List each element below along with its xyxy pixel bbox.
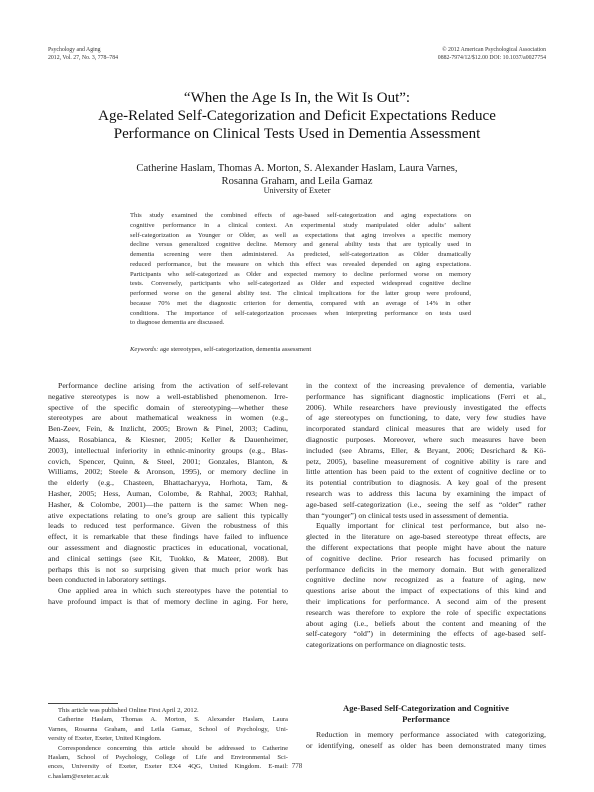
body-line: their implications for performance. A second aim of the present (306, 596, 546, 606)
body-line: perhaps this is not so surprising given that much prior work has (48, 564, 288, 574)
abstract-line: conditions. The importance of self-categorization processes when interpreting performance on tests used (130, 309, 471, 317)
body-line: stereotypes are about mathematical weakness in women (e.g., (48, 413, 288, 423)
body-line: Reduction in memory performance associated with categorizing, (316, 730, 546, 739)
body-line: been conducted in laboratory settings. (48, 575, 167, 585)
body-line: incorporated standard clinical measures that are widely used for (306, 424, 546, 434)
body-line: little attention has been paid to the extent of cognitive decline or to (306, 467, 546, 477)
body-line: negative stereotypes is now a well-established phenomenon. Irre- (48, 391, 288, 401)
body-line: age-based self-categorization (i.e., seeing the self as “older” rather (306, 499, 546, 509)
section-heading-line: Performance (402, 714, 450, 724)
body-line: or identifying, oneself as older has been demonstrated many times (306, 740, 546, 750)
body-line: research was therefore to explore the role of specific expectations (306, 607, 546, 617)
body-line: of cognitive decline. Prior research has focused primarily on (306, 553, 546, 563)
abstract-line: because 70% met the diagnostic criterion for dementia, compared with an average of 14% in other (130, 299, 471, 307)
footnote-divider (48, 703, 118, 704)
body-line: 2003), intellectual inferiority in ethnic-minority groups (e.g., Blas- (48, 445, 288, 455)
abstract (130, 211, 471, 328)
body-line: have profound impact is that of memory decline in aging. For here, (48, 596, 288, 606)
body-line: categorizations on performance on diagnostic tests. (306, 640, 466, 650)
footnote-line: Catherine Haslam, Thomas A. Morton, S. Alexander Haslam, Laura (58, 716, 288, 724)
body-column-left (48, 381, 288, 608)
section-body (306, 730, 546, 752)
body-line: questions arise about the impact of expectations of this kind and (306, 586, 546, 596)
abstract-line: dementia screening were then administered. As predicted, self-categorization as Older dramatically (130, 251, 471, 258)
body-line: Maass, Rosabianca, & Kiesner, 2005; Keller & Dauenheimer, (48, 434, 288, 444)
journal-volume: 2012, Vol. 27, No. 3, 778–784 (48, 54, 118, 61)
body-line: Performance decline arising from the activation of self-relevant (58, 381, 288, 390)
footnote-line: versity of Exeter, Exeter, United Kingdom. (48, 735, 162, 743)
body-line: One applied area in which such stereotypes have the potential to (58, 586, 288, 596)
body-line: research was to address this lacuna by examining the impact of (306, 488, 546, 498)
abstract-line: reduced performance, but the measure on which this effect was revealed depended on aging expectations. (130, 260, 471, 268)
body-line: included (see Abrams, Eller, & Bryant, 2006; Desrichard & Kö- (306, 445, 546, 455)
author-line: Catherine Haslam, Thomas A. Morton, S. Alexander Haslam, Laura Varnes, (136, 163, 458, 174)
abstract-line: tests. Conversely, participants who self-categorized as Older and expected widespread cognitive decline (130, 280, 471, 288)
journal-header-left (48, 47, 118, 62)
body-line: ative expectations relating to one’s group are salient this typically (48, 510, 288, 520)
body-line: the different expectations that people might have about the nature (306, 542, 546, 552)
section-heading (306, 703, 546, 725)
body-line: than “younger”) on clinical tests used in assessment of dementia. (306, 510, 509, 520)
body-line: our assessment and diagnostic practices in educational, vocational, (48, 542, 288, 552)
title-line: “When the Age Is In, the Wit Is Out”: (183, 90, 411, 106)
footnote-line: ences, University of Exeter, Exeter EX4 4QG, United Kingdom. E-mail: (48, 763, 288, 771)
abstract-line: decline versus generalized cognitive decline. Memory and general ability tests that are typically used in (130, 241, 471, 249)
body-line: the elderly (e.g., Chasteen, Bhattacharyya, Horhota, Tam, & (48, 478, 288, 488)
abstract-line: This study examined the combined effects of age-based self-categorization and aging expectations on (130, 212, 471, 219)
body-line: about aging (i.e., beliefs about the content and meaning of the (306, 618, 546, 628)
body-line: in the context of the increasing prevalence of dementia, variable (306, 381, 546, 390)
body-line: performance deficits in the memory domain. But with generalized (306, 564, 546, 574)
body-line: Hasher, 2005; Hess, Auman, Colombe, & Rahhal, 2003; Rahhal, (48, 488, 288, 498)
doi-line: 0882-7974/12/$12.00 DOI: 10.1037/a0027754 (437, 54, 546, 61)
body-line: cognitive decline now recognized as a feature of aging, new (306, 575, 546, 585)
abstract-line: performed worse on the general ability test. The clinical implications for the latter group were profound, (130, 290, 471, 297)
footnote-line: This article was published Online First April 2, 2012. (58, 707, 199, 714)
body-line: leads to reduced test performance. Given the robustness of this (48, 521, 288, 531)
body-line: Equally important for clinical test performance, but also ne- (316, 521, 546, 531)
author-line: Rosanna Graham, and Leila Gamaz (221, 175, 373, 187)
copyright-line: © 2012 American Psychological Association (442, 47, 546, 53)
abstract-line: cognitive performance in a clinical context. An experimental study manipulated older adults’ salient (130, 221, 471, 229)
body-line: glected in the literature on age-based stereotype threat effects, are (306, 532, 546, 542)
abstract-line: to diagnose dementia are discussed. (130, 319, 225, 327)
body-line: covich, Spencer, Quinn, & Steel, 2001; Gonzales, Blanton, & (48, 456, 288, 466)
journal-name: Psychology and Aging (48, 47, 101, 53)
body-line: effect, it is remarkable that these findings have failed to influence (48, 532, 288, 542)
keywords (130, 345, 471, 354)
body-line: Williams, 2002; Steele & Aronson, 1995), or memory decline in (48, 467, 288, 477)
footnote-line: Varnes, Rosanna Graham, and Leila Gamaz, School of Psychology, Uni- (48, 725, 288, 733)
footnote-line: Haslam, School of Psychology, College of Life and Environmental Sci- (48, 753, 288, 761)
body-line: petz, 2005), baseline measurement of cognitive ability is rare and (306, 456, 546, 466)
abstract-line: Participants who self-categorized as Older and expected memory to decline performed worse on memory (130, 270, 471, 278)
title-line: Performance on Clinical Tests Used in Dementia Assessment (113, 126, 481, 142)
body-line: Ben-Zeev, Fein, & Inzlicht, 2005; Brown & Pinel, 2003; Cadinu, (48, 424, 288, 434)
body-line: of age stereotypes on functioning, to date, very few studies have (306, 413, 546, 423)
body-line: diagnostic purposes. Moreover, where such measures have been (306, 434, 546, 444)
footnote-line: Correspondence concerning this article should be addressed to Catherine (58, 744, 288, 752)
body-line: its potential contribution to diagnosis. A key goal of the present (306, 478, 546, 488)
journal-header-right (438, 47, 546, 62)
keywords-label: Keywords: (130, 346, 159, 353)
body-line: spective of the specific domain of stereotyping—whether these (48, 402, 288, 412)
page-number: 778 (291, 762, 303, 770)
section-heading-line: Age-Based Self-Categorization and Cognitive (343, 703, 509, 713)
affiliation: University of Exeter (263, 186, 331, 195)
body-line: performance has significant diagnostic implications (Ferri et al., (306, 391, 546, 401)
footnote-line: c.haslam@exeter.ac.uk (48, 772, 109, 780)
body-line: 2006). While researchers have previously investigated the effects (306, 402, 546, 412)
title-line: Age-Related Self-Categorization and Deficit Expectations Reduce (98, 108, 496, 124)
body-line: and clinical settings (see Kit, Tuokko, & Mateer, 2008). But (48, 553, 288, 563)
body-line: self-category “old”) in determining the effects of age-based self- (306, 629, 546, 639)
body-column-right (306, 381, 546, 651)
keywords-text: age stereotypes, self-categorization, dementia assessment (159, 346, 312, 353)
body-line: Hasher, & Colombe, 2001)—the pattern is the same: When neg- (48, 499, 288, 509)
abstract-line: self-categorization as Younger or Older, as well as expectations that aging involves a specific memory (130, 231, 471, 239)
author-list (90, 163, 504, 188)
article-title (48, 89, 546, 143)
